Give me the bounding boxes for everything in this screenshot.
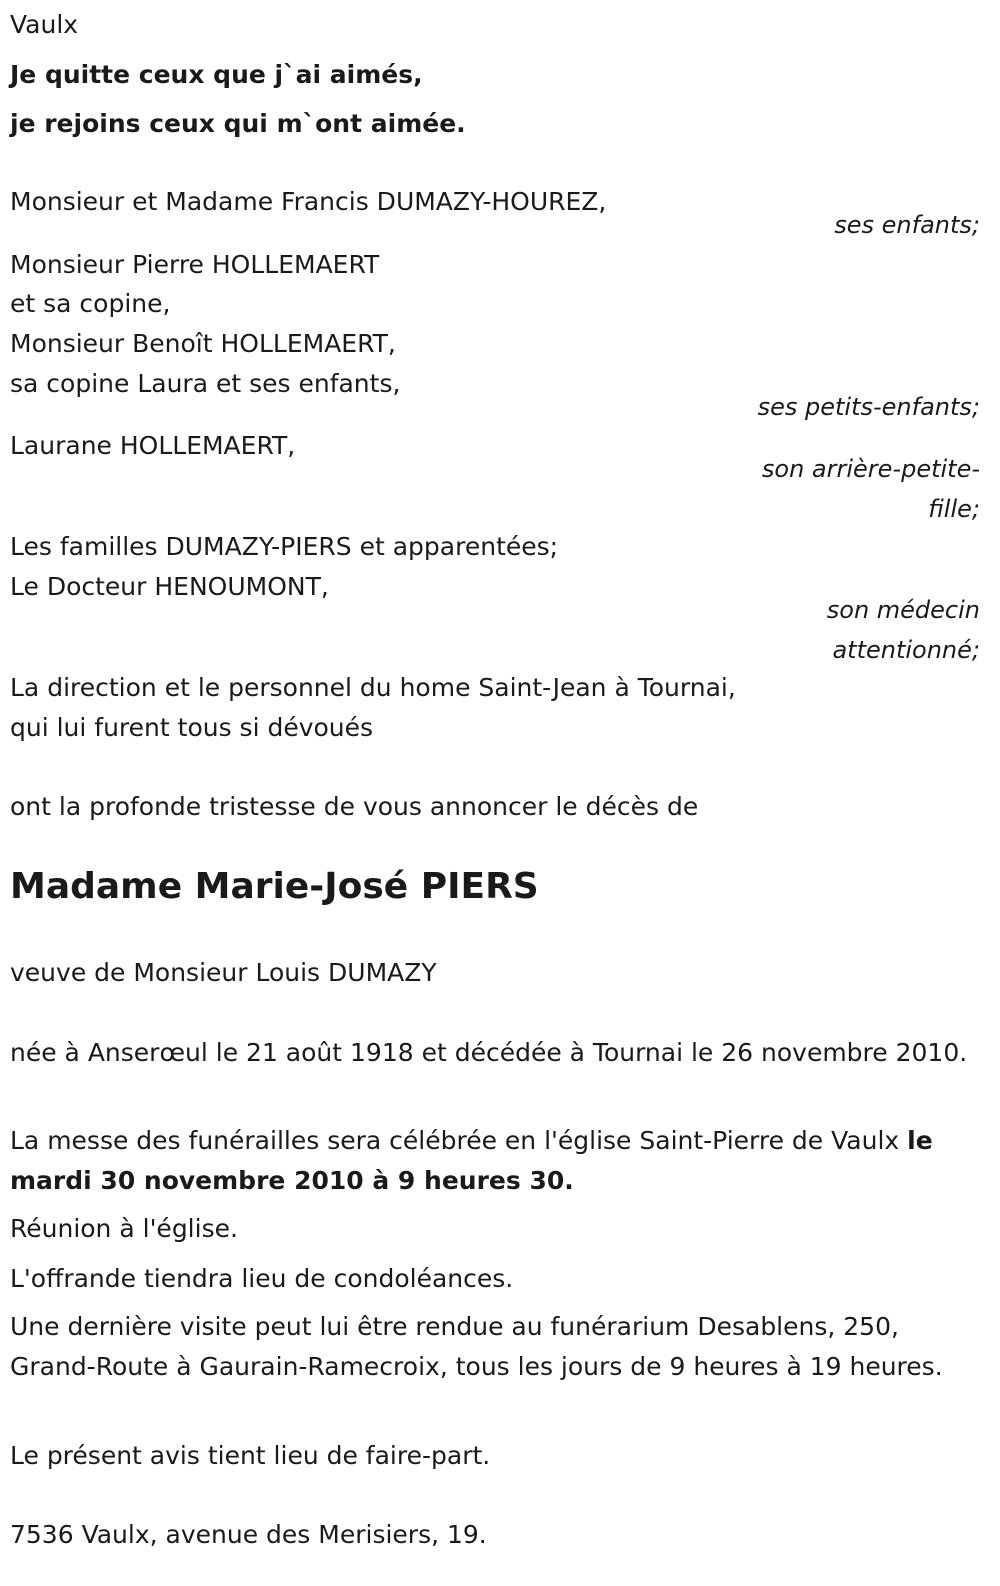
- mass-text: La messe des funérailles sera célébrée en l'église Saint-Pierre de Vaulx: [10, 1126, 908, 1155]
- meeting-text: Réunion à l'église.: [10, 1214, 238, 1243]
- deceased-name: Madame Marie-José PIERS: [10, 866, 539, 907]
- widow-of-line: veuve de Monsieur Louis DUMAZY: [10, 958, 437, 987]
- grandchild-line-3: Monsieur Benoît HOLLEMAERT,: [10, 329, 396, 358]
- notice-text: Le présent avis tient lieu de faire-part.: [10, 1441, 491, 1470]
- epitaph-line-1: Je quitte ceux que j`ai aimés,: [10, 60, 423, 89]
- grandchild-line-2: et sa copine,: [10, 289, 171, 318]
- staff-line-2: qui lui furent tous si dévoués: [10, 713, 374, 742]
- birth-death-text: née à Anserœul le 21 août 1918 et décédée à Tournai le 26 novembre 2010.: [10, 1038, 968, 1067]
- families-line: Les familles DUMAZY-PIERS et apparentées;: [10, 532, 559, 561]
- location-label: Vaulx: [10, 10, 79, 39]
- doctor-relation-2: attentionné;: [832, 636, 980, 664]
- mass-datetime: le mardi 30 novembre 2010 à 9 heures 30.: [10, 1126, 933, 1195]
- children-relation: ses enfants;: [834, 211, 980, 239]
- offering-text: L'offrande tiendra lieu de condoléances.: [10, 1264, 514, 1293]
- visit-text: Une dernière visite peut lui être rendue au funérarium Desablens, 250, Grand-Route à Gaurain-Ramecroix, tous les jours de 9 heures à 19 heures.: [10, 1312, 943, 1381]
- grandchildren-relation: ses petits-enfants;: [757, 393, 980, 421]
- great-grandchild-relation-2: fille;: [928, 495, 980, 523]
- doctor-name: Le Docteur HENOUMONT,: [10, 572, 329, 601]
- grandchild-line-1: Monsieur Pierre HOLLEMAERT: [10, 250, 380, 279]
- children-names: Monsieur et Madame Francis DUMAZY-HOUREZ,: [10, 187, 607, 216]
- doctor-relation-1: son médecin: [826, 596, 980, 624]
- address-text: 7536 Vaulx, avenue des Merisiers, 19.: [10, 1520, 487, 1549]
- announcement-text: ont la profonde tristesse de vous annoncer le décès de: [10, 792, 699, 821]
- great-grandchild-name: Laurane HOLLEMAERT,: [10, 431, 296, 460]
- mass-paragraph: [10, 1121, 975, 1201]
- great-grandchild-relation-1: son arrière-petite-: [761, 455, 980, 483]
- epitaph-line-2: je rejoins ceux qui m`ont aimée.: [10, 109, 466, 138]
- grandchild-line-4: sa copine Laura et ses enfants,: [10, 369, 401, 398]
- staff-line-1: La direction et le personnel du home Saint-Jean à Tournai,: [10, 673, 736, 702]
